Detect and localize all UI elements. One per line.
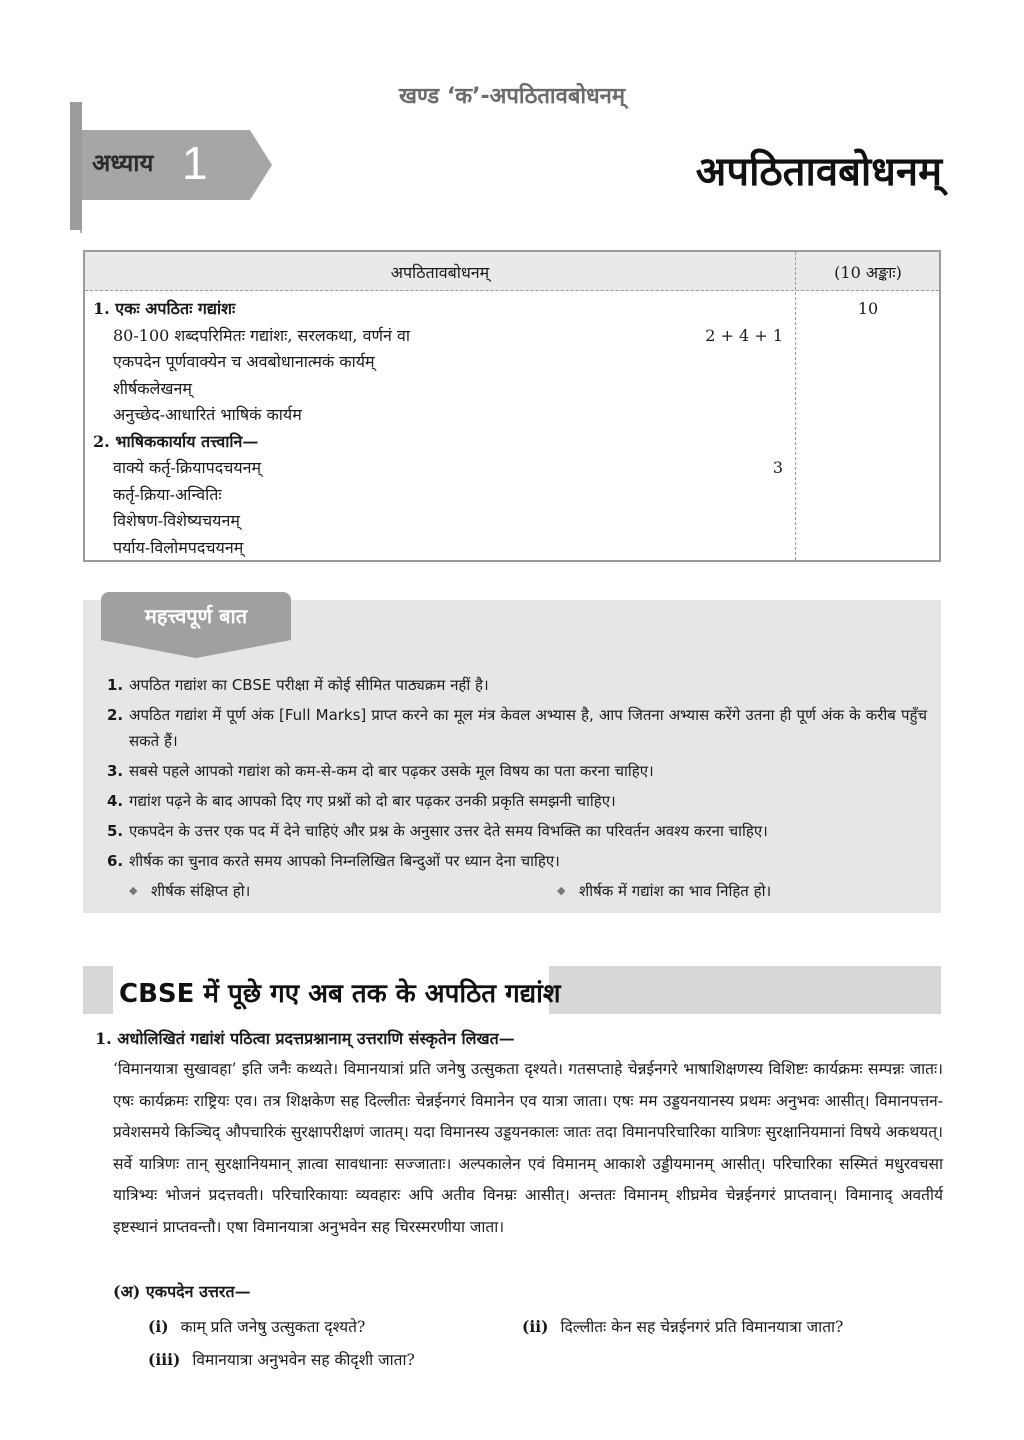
syllabus-header-topic: अपठितावबोधनम् — [390, 263, 490, 282]
syllabus-line: एकपदेन पूर्णवाक्येन च अवबोधानात्मकं कार्यम् — [113, 352, 375, 371]
question-item — [148, 1315, 365, 1337]
question-item-number: (ii) — [522, 1317, 549, 1336]
cbse-heading: CBSE में पूछे गए अब तक के अपठित गद्यांश — [119, 979, 561, 1009]
important-item: 2. अपठित गद्यांश में पूर्ण अंक [Full Marks] प्राप्त करने का मूल मंत्र केवल अभ्यास है, आप जितना अभ्यास करेंगे उतना ही पूर्ण अंक के करीब पहुँच सकते हैं। — [107, 706, 927, 750]
bullet-text: शीर्षक में गद्यांश का भाव निहित हो। — [579, 882, 772, 900]
syllabus-line: 1. एकः अपठितः गद्यांशः — [93, 299, 236, 318]
important-label: महत्त्वपूर्ण बात — [144, 604, 248, 628]
diamond-bullet-icon: ◆ — [557, 884, 566, 897]
syllabus-line-marks: 3 — [772, 458, 783, 477]
important-bullets — [103, 878, 927, 904]
question-title: 1. अधोलिखितं गद्यांशं पठित्वा प्रदत्तप्रश्नानाम् उत्तराणि संस्कृतेन लिखत— — [95, 1029, 515, 1048]
section-header: खण्ड ‘क’-अपठितावबोधनम् — [398, 84, 626, 109]
syllabus-line: कर्तृ-क्रिया-अन्वितिः — [113, 484, 222, 504]
question-item-text: विमानयात्रा अनुभवेन सह कीदृशी जाता? — [192, 1351, 415, 1369]
important-item: 1. अपठित गद्यांश का CBSE परीक्षा में कोई सीमित पाठ्यक्रम नहीं है। — [107, 676, 489, 694]
question-subheading: (अ) एकपदेन उत्तरत— — [113, 1282, 251, 1301]
question-passage: ‘विमानयात्रा सुखावहा’ इति जनैः कथ्यते। विमानयात्रां प्रति जनेषु उत्सुकता दृश्यते। गतसप्ताहे चेन्नईनगरे भाषाशिक्षणस्य विशिष्टः कार्यक्रमः सम्पन्नः जातः। एषः कार्यक्रमः राष्ट्रियः एव। तत्र शिक्षकेण सह दिल्लीतः चेन्नईनगरं विमानेन एव यात्रा जाता। एषः मम उड्डयनयानस्य प्रथमः अनुभवः आसीत्। विमानपत्तन-प्रवेशसमये किञ्चिद् औपचारिकं सुरक्षापरीक्षणं जातम्। यदा विमानस्य उड्डयनकालः जातः तदा विमानपरिचारिका यात्रिणः सुरक्षानियमानां विषये अकथयत्। सर्वे यात्रिणः तान् सुरक्षानियमान् ज्ञात्वा सावधानाः सज्जाताः। अल्पकालेन एवं विमानम् आकाशे उड्डीयमानम् आसीत्। परिचारिका सस्मितं मधुरवचसा यात्रिभ्यः भोजनं प्रदत्तवती। परिचारिकायाः व्यवहारः अपि अतीव विनम्रः आसीत्। अन्ततः विमानम् शीघ्रमेव चेन्नईनगरं प्राप्तवान्। विमानाद् अवतीर्य इष्टस्थानं प्राप्तवन्तौ। एषा विमानयात्रा अनुभवेन सह चिरस्मरणीया जाता। — [113, 1060, 943, 1236]
cbse-heading-bar — [83, 966, 941, 1014]
syllabus-line: शीर्षकलेखनम् — [113, 378, 192, 398]
question-item-text: काम् प्रति जनेषु उत्सुकता दृश्यते? — [180, 1318, 366, 1336]
question-item-number: (iii) — [148, 1350, 181, 1369]
syllabus-line: विशेषण-विशेष्यचयनम् — [113, 511, 240, 530]
syllabus-line: 2. भाषिककार्याय तत्त्वानि— — [93, 431, 259, 451]
important-list — [103, 672, 927, 904]
syllabus-header-marks: (10 अङ्काः) — [834, 263, 902, 282]
important-item: 5. एकपदेन के उत्तर एक पद में देने चाहिएं और प्रश्न के अनुसार उत्तर देते समय विभक्ति का परिवर्तन अवश्य करना चाहिए। — [107, 822, 768, 840]
cbse-heading-accent — [109, 966, 113, 1014]
chapter-label: अध्याय — [92, 149, 154, 177]
syllabus-line-marks: 2 + 4 + 1 — [705, 325, 783, 345]
syllabus-column-divider — [795, 252, 796, 560]
question-item — [148, 1348, 415, 1370]
chapter-title: अपठितावबोधनम् — [695, 149, 942, 195]
syllabus-line: अनुच्छेद-आधारितं भाषिकं कार्यम — [113, 405, 302, 424]
syllabus-table-header — [85, 252, 939, 291]
important-item: 6. शीर्षक का चुनाव करते समय आपको निम्नलिखित बिन्दुओं पर ध्यान देना चाहिए। — [107, 852, 560, 870]
syllabus-line: पर्याय-विलोमपदचयनम् — [113, 537, 244, 557]
syllabus-content — [93, 296, 783, 561]
syllabus-table — [83, 250, 941, 562]
question-item-text: दिल्लीतः केन सह चेन्नईनगरं प्रति विमानयात्रा जाता? — [560, 1318, 844, 1336]
important-tab-arrow — [101, 640, 291, 658]
chapter-tab-arrow — [250, 130, 272, 200]
syllabus-line: वाक्ये कर्तृ-क्रियापदचयनम् 3 — [93, 455, 783, 482]
syllabus-total-marks: 10 — [857, 299, 879, 318]
bullet-text: शीर्षक संक्षिप्त हो। — [151, 882, 251, 900]
important-item: 3. सबसे पहले आपको गद्यांश को कम-से-कम दो बार पढ़कर उसके मूल विषय का पता करना चाहिए। — [107, 762, 654, 780]
chapter-number: 1 — [182, 137, 208, 189]
important-item: 4. गद्यांश पढ़ने के बाद आपको दिए गए प्रश्नों को दो बार पढ़कर उनकी प्रकृति समझनी चाहिए। — [107, 792, 616, 810]
syllabus-line: 80-100 शब्दपरिमितः गद्यांशः, सरलकथा, वर्णनं वा 2 + 4 + 1 — [93, 323, 783, 350]
question-item-number: (i) — [148, 1317, 169, 1336]
chapter-tab-fold — [70, 102, 82, 230]
chapter-tab — [70, 130, 270, 200]
question-item — [522, 1315, 843, 1337]
diamond-bullet-icon: ◆ — [129, 884, 138, 897]
important-box — [83, 600, 941, 913]
